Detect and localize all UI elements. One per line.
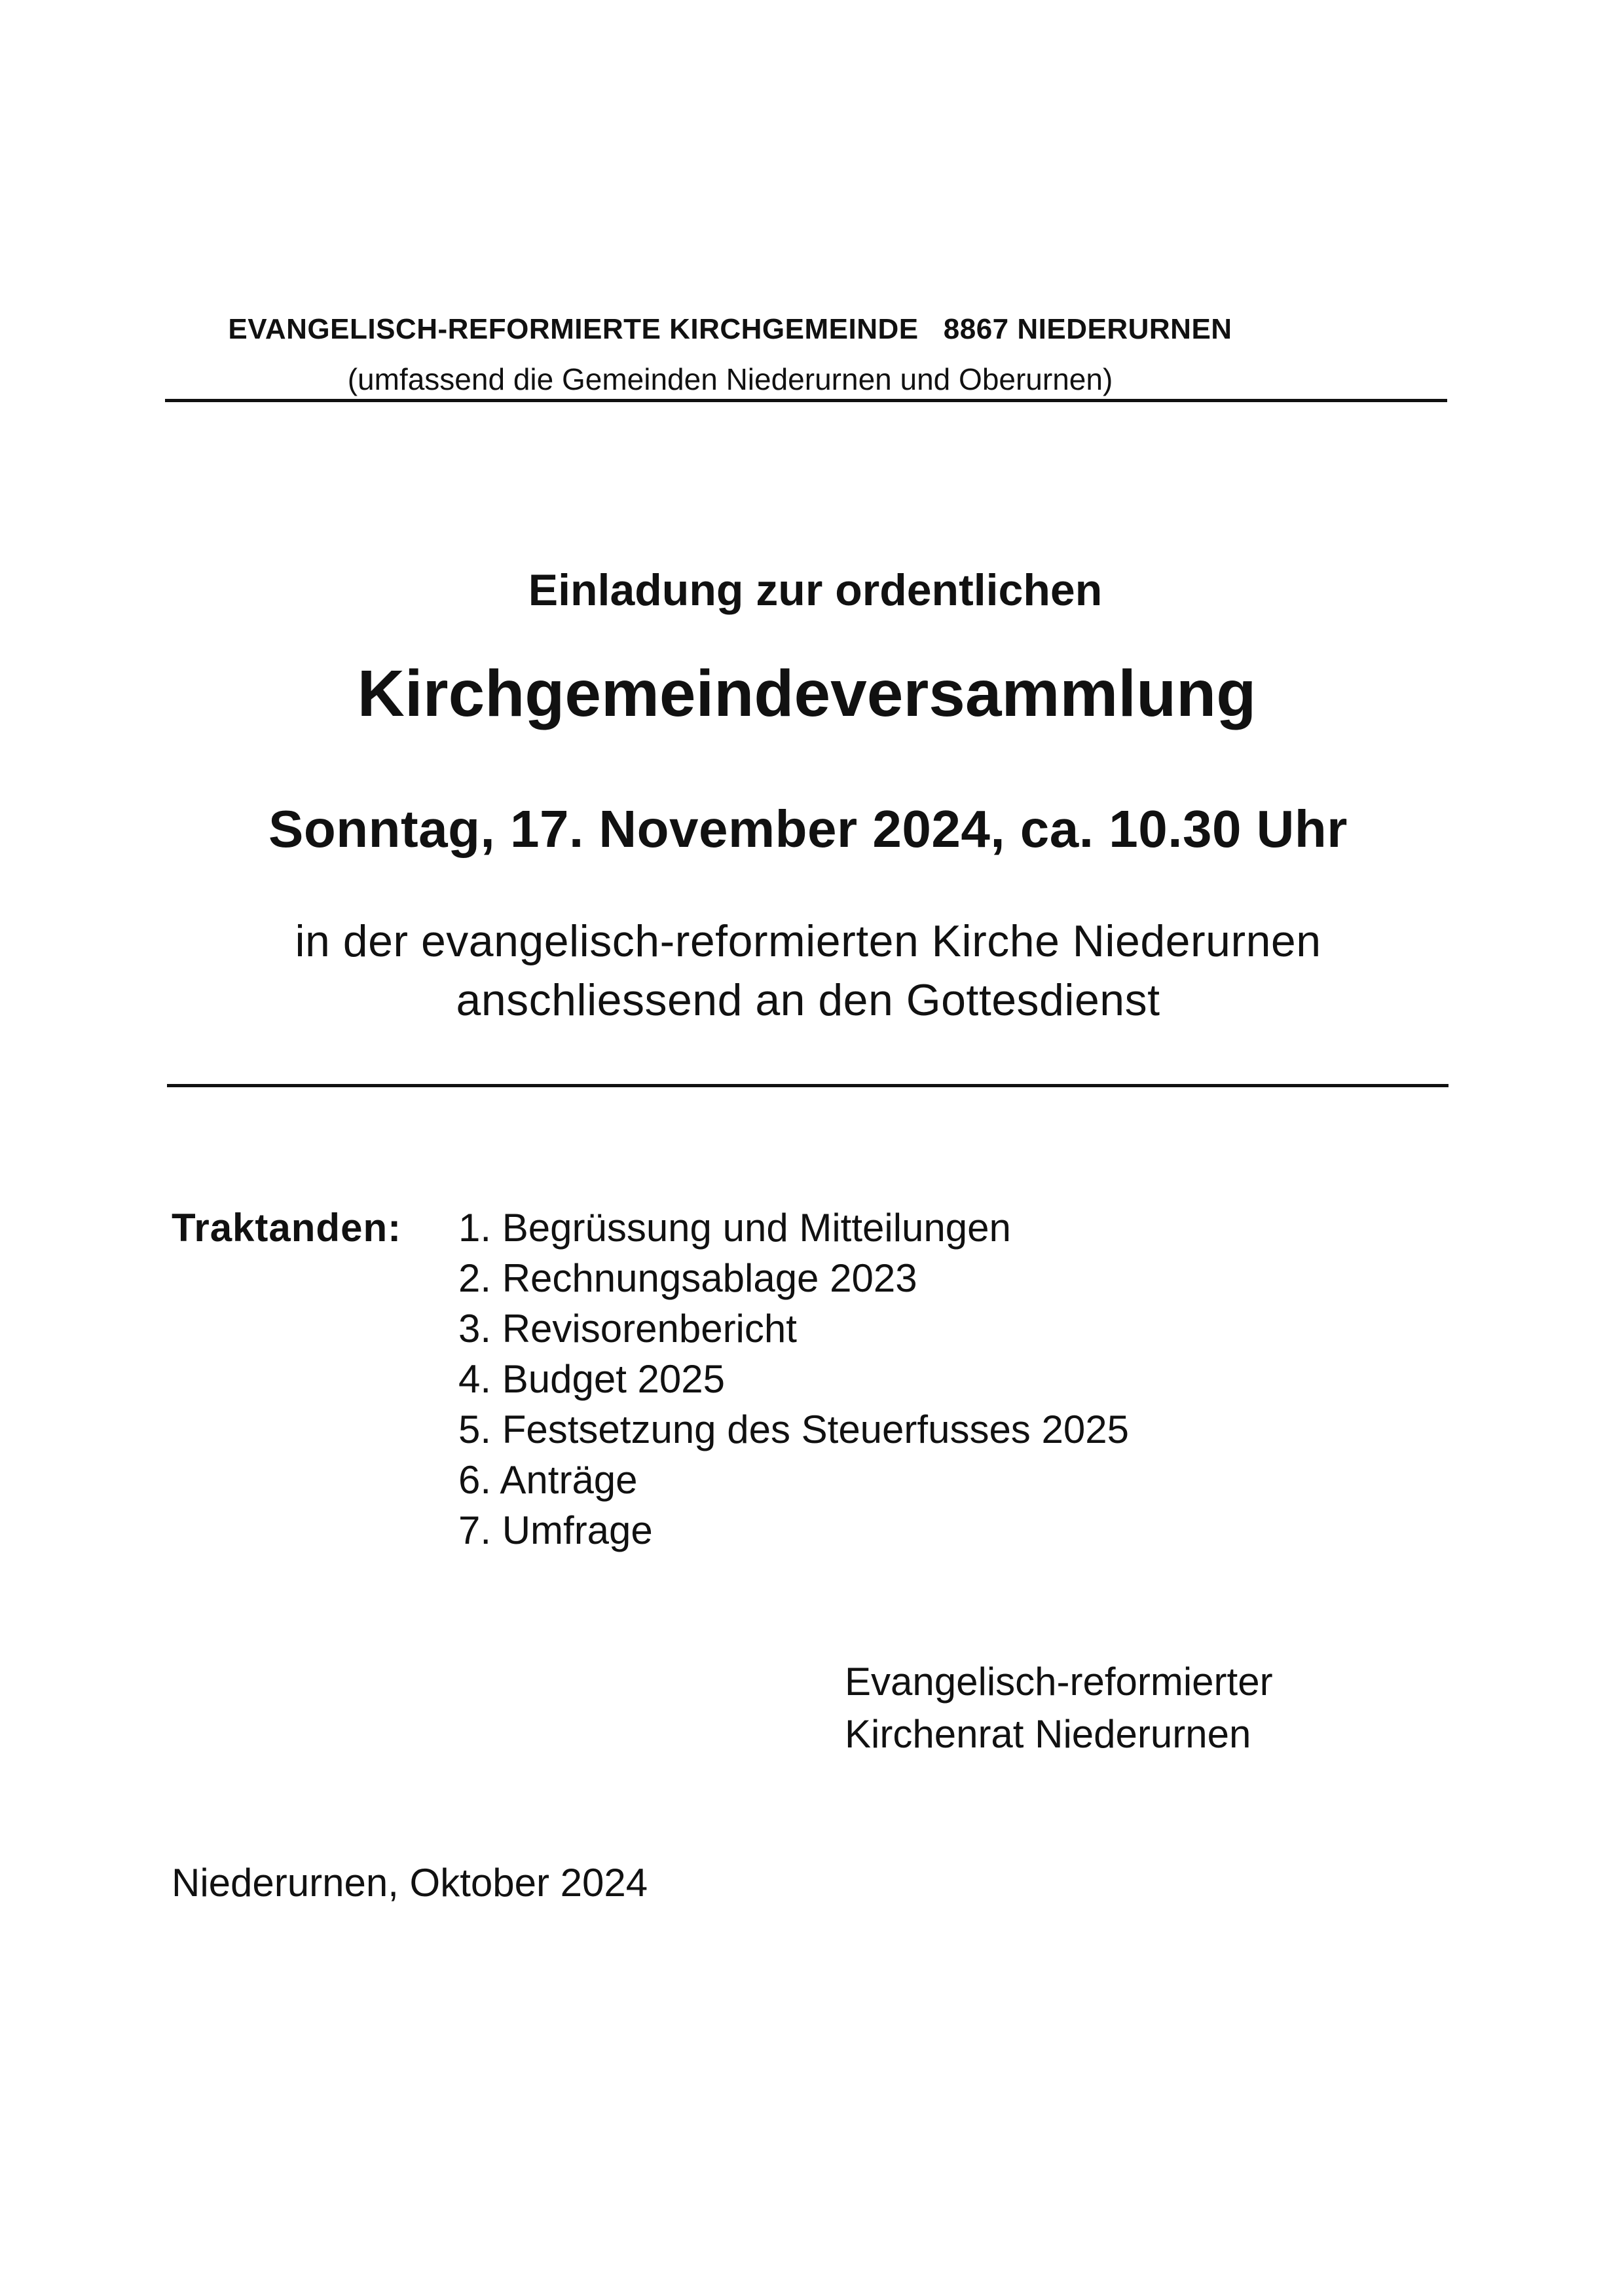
signature-block — [845, 1656, 1273, 1761]
meeting-location: in der evangelisch-reformierten Kirche Niederurnen — [295, 916, 1321, 966]
section-divider — [167, 1084, 1449, 1087]
agenda-item: 7. Umfrage — [458, 1508, 653, 1552]
header-divider — [165, 399, 1447, 402]
organization-subtitle: (umfassend die Gemeinden Niederurnen und Oberurnen) — [347, 362, 1113, 396]
agenda-item: 3. Revisorenbericht — [458, 1307, 797, 1351]
agenda-item: 6. Anträge — [458, 1458, 638, 1502]
meeting-date: Sonntag, 17. November 2024, ca. 10.30 Uhr — [268, 800, 1348, 858]
agenda-label: Traktanden: — [172, 1206, 402, 1250]
signature-line: Kirchenrat Niederurnen — [845, 1712, 1251, 1756]
invitation-intro: Einladung zur ordentlichen — [528, 565, 1103, 615]
meeting-timing-note: anschliessend an den Gottesdienst — [456, 975, 1160, 1025]
agenda-item: 4. Budget 2025 — [458, 1357, 726, 1401]
agenda-item: 5. Festsetzung des Steuerfusses 2025 — [458, 1408, 1129, 1451]
agenda-list — [458, 1203, 1129, 1556]
place-date: Niederurnen, Oktober 2024 — [172, 1861, 648, 1905]
agenda-item: 2. Rechnungsablage 2023 — [458, 1256, 917, 1300]
signature-line: Evangelisch-reformierter — [845, 1660, 1273, 1704]
page-title: Kirchgemeindeversammlung — [357, 657, 1257, 730]
organization-header: EVANGELISCH-REFORMIERTE KIRCHGEMEINDE 8867 NIEDERURNEN — [228, 313, 1232, 345]
agenda-item: 1. Begrüssung und Mitteilungen — [458, 1206, 1011, 1250]
